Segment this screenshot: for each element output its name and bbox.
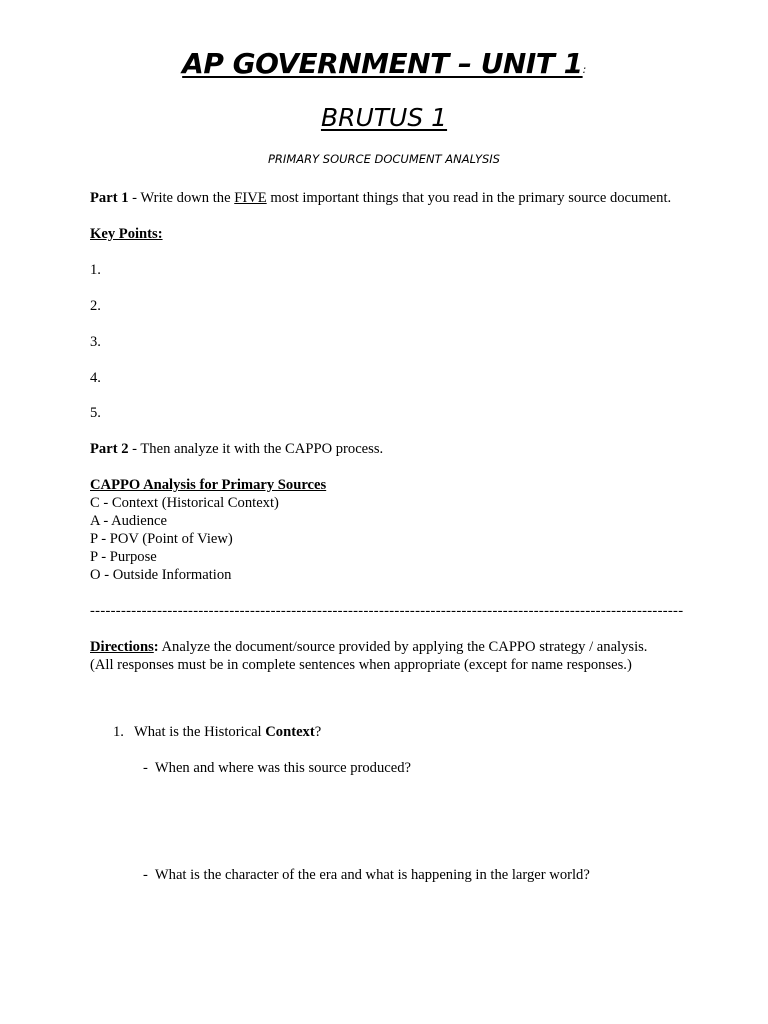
directions-line: [90, 638, 647, 656]
key-point-item: 1.: [90, 262, 101, 278]
part1-emphasis: FIVE: [234, 190, 267, 206]
part2-label: Part 2: [90, 441, 129, 457]
cappo-heading-text: CAPPO Analysis for Primary Sources: [90, 477, 327, 493]
page-subtitle: BRUTUS 1: [320, 103, 448, 132]
cappo-item: A - Audience: [90, 513, 168, 529]
subquestion-bullet: -: [143, 760, 148, 776]
cappo-item: P - POV (Point of View): [90, 531, 233, 547]
directions-label: Directions: [90, 639, 154, 655]
title-text: AP GOVERNMENT – UNIT 1: [182, 47, 583, 80]
directions-text: Analyze the document/source provided by applying the CAPPO strategy / analysis.: [158, 639, 648, 655]
question-bold-term: Context: [265, 724, 315, 740]
question-text-before: What is the Historical: [133, 724, 266, 740]
key-point-item: 4.: [90, 370, 101, 386]
directions-colon: :: [153, 639, 159, 655]
page-title: [0, 44, 768, 90]
key-point-item: 2.: [90, 298, 101, 314]
subquestion: [143, 759, 411, 777]
part1-label: Part 1: [90, 190, 129, 206]
key-point-item: 5.: [90, 405, 101, 421]
document-type-label: PRIMARY SOURCE DOCUMENT ANALYSIS: [268, 152, 500, 166]
subquestion-text: What is the character of the era and what is happening in the larger world?: [154, 867, 590, 883]
dashed-separator: -------------------------------------------------------------------------------------------------------------------: [90, 603, 684, 619]
part2-instruction: [90, 440, 383, 458]
cappo-item: O - Outside Information: [90, 567, 232, 583]
subquestion-bullet: -: [143, 867, 148, 883]
subquestion: [143, 866, 590, 884]
question-1: [113, 723, 321, 741]
question-number: 1.: [113, 724, 124, 740]
part1-instruction: [90, 189, 671, 207]
part1-text-after: most important things that you read in the primary source document.: [266, 190, 672, 206]
directions-line-2: (All responses must be in complete sentences when appropriate (except for name responses.): [90, 657, 632, 673]
part1-text-before: - Write down the: [128, 190, 235, 206]
title-colon: :: [582, 63, 586, 76]
key-point-item: 3.: [90, 334, 101, 350]
subquestion-text: When and where was this source produced?: [154, 760, 411, 776]
question-text-after: ?: [314, 724, 322, 740]
cappo-item: P - Purpose: [90, 549, 157, 565]
cappo-item: C - Context (Historical Context): [90, 495, 279, 511]
key-points-heading-text: Key Points:: [90, 226, 163, 242]
cappo-heading: [90, 476, 326, 494]
key-points-heading: [90, 225, 163, 243]
part2-text: - Then analyze it with the CAPPO process.: [128, 441, 384, 457]
